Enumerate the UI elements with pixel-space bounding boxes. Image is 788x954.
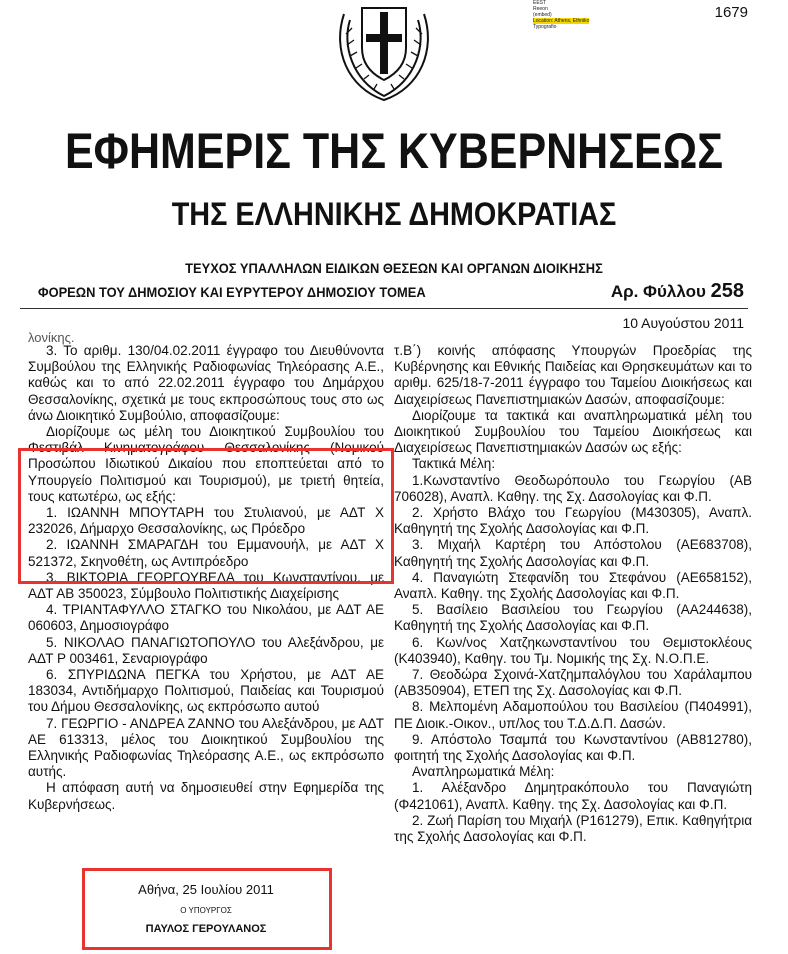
list-item: 6. Κων/νος Χατζηκωνσταντίνου του Θεμιστοκλέους (Κ403940), Καθηγ. του Τμ. Νομικής της Σχ. Ν.Ο.Π.Ε. xyxy=(394,634,752,666)
issue-line-2: ΦΟΡΕΩΝ ΤΟΥ ΔΗΜΟΣΙΟΥ ΚΑΙ ΕΥΡΥΤΕΡΟΥ ΔΗΜΟΣΙΟΥ ΤΟΜΕΑ xyxy=(38,284,426,300)
section-heading: Αναπληρωματικά Μέλη: xyxy=(412,764,555,780)
gazette-subtitle: ΤΗΣ ΕΛΛΗΝΙΚΗΣ ΔΗΜΟΚΡΑΤΙΑΣ xyxy=(171,196,617,232)
paragraph: 5. ΝΙΚΟΛΑΟ ΠΑΝΑΓΙΩΤΟΠΟΥΛΟ του Αλεξάνδρου, με ΑΔΤ Ρ 003461, Σεναριογράφο xyxy=(28,634,384,666)
stamp-line: (embed) xyxy=(533,12,552,18)
paragraph: 3. Το αριθμ. 130/04.02.2011 έγγραφο του Διευθύνοντα Συμβούλου της Ελληνικής Ραδιοφωνίας Τηλεόρασης Α.Ε., καθώς και το από 22.02.2011 έγγραφο του Δημάρχου Θεσσαλονίκης, σχετικά με τους εκπροσώπους τους στο ως άνω Διοικητικό Συμβούλιο, αποφασίζουμε: xyxy=(28,343,384,423)
greek-coat-of-arms-icon xyxy=(322,0,446,104)
right-column xyxy=(394,343,752,845)
sheet-number xyxy=(611,280,744,303)
highlight-box-appointment xyxy=(18,448,394,584)
gazette-title: ΕΦΗΜΕΡΙΣ ΤΗΣ ΚΥΒΕΡΝΗΣΕΩΣ xyxy=(64,123,724,179)
paragraph: 2. ΙΩΑΝΝΗ ΣΜΑΡΑΓΔΗ του Εμμανουήλ, με ΑΔΤ Χ 521372, Σκηνοθέτη, ως Αντιπρόεδρο xyxy=(28,537,384,569)
sheet-value: 258 xyxy=(710,280,744,302)
list-item: 5. Βασίλειο Βασιλείου του Γεωργίου (ΑΑ244638), Καθηγητή της Σχολής Δασολογίας και Φ.Π. xyxy=(394,602,752,634)
signature-place-date: Αθήνα, 25 Ιουλίου 2011 xyxy=(138,882,274,897)
issue-date: 10 Αυγούστου 2011 xyxy=(622,315,744,331)
paragraph: Διορίζουμε τα τακτικά και αναπληρωματικά μέλη του Διοικητικού Συμβουλίου του Ταμείου Διοικήσεως και Διαχειρίσεως Πανεπιστημιακών Δασών ως εξής: xyxy=(394,407,752,456)
list-item: 2. Χρήστο Βλάχο του Γεωργίου (Μ430305), Αναπλ. Καθηγητή της Σχολής Δασολογίας και Φ.Π. xyxy=(394,505,752,537)
page-number: 1679 xyxy=(714,4,748,21)
stamp-line: Typografio xyxy=(533,24,557,30)
section-heading: Τακτικά Μέλη: xyxy=(412,456,496,472)
list-item: 4. Παναγιώτη Στεφανίδη του Στεφάνου (ΑΕ658152), Αναπλ. Καθηγ. της Σχολής Δασολογίας και Φ.Π. xyxy=(394,569,752,602)
list-item: 2. Ζωή Παρίση του Μιχαήλ (Ρ161279), Επικ. Καθηγήτρια της Σχολής Δασολογίας και Φ.Π. xyxy=(394,812,752,845)
paragraph: 1. ΙΩΑΝΝΗ ΜΠΟΥΤΑΡΗ του Στυλιανού, με ΑΔΤ Χ 232026, Δήμαρχο Θεσσαλονίκης, ως Πρόεδρο xyxy=(28,505,384,537)
signature-name: ΠΑΥΛΟΣ ΓΕΡΟΥΛΑΝΟΣ xyxy=(145,923,267,935)
list-item: 1.Κωνσταντίνο Θεοδωρόπουλο του Γεωργίου (ΑΒ 706028), Αναπλ. Καθηγ. της Σχ. Δασολογίας και Φ.Π. xyxy=(394,472,752,504)
stamp-line: EEST xyxy=(533,0,547,6)
list-item: 8. Μελπομένη Αδαμοπούλου του Βασιλείου (Π404991), ΠΕ Διοικ.-Οικον., υπ/λος του Τ.Δ.Δ.Π. Δασών. xyxy=(394,699,752,731)
signature-role: Ο ΥΠΟΥΡΓΟΣ xyxy=(180,906,232,915)
paragraph: Η απόφαση αυτή να δημοσιευθεί στην Εφημερίδα της Κυβερνήσεως. xyxy=(28,780,384,812)
list-item: 3. Μιχαήλ Καρτέρη του Απόστολου (ΑΕ683708), Καθηγητή της Σχολής Δασολογίας και Φ.Π. xyxy=(394,537,752,569)
header-divider xyxy=(20,308,748,309)
paragraph: 3. ΒΙΚΤΩΡΙΑ ΓΕΩΡΓΟΥΒΕΛΑ του Κωνσταντίνου, με ΑΔΤ ΑΒ 350023, Σύμβουλο Πολιτιστικής Διαχείρισης xyxy=(28,569,384,602)
sheet-label: Αρ. Φύλλου xyxy=(610,282,706,301)
paragraph: 4. ΤΡΙΑΝΤΑΦΥΛΛΟ ΣΤΑΓΚΟ του Νικολάου, με ΑΔΤ ΑΕ 060603, Δημοσιογράφο xyxy=(28,602,384,634)
stamp-line: Location: Athens, Ethniko xyxy=(533,18,590,24)
issue-line-1: ΤΕΥΧΟΣ ΥΠΑΛΛΗΛΩΝ ΕΙΔΙΚΩΝ ΘΕΣΕΩΝ ΚΑΙ ΟΡΓΑΝΩΝ ΔΙΟΙΚΗΣΗΣ xyxy=(185,260,603,276)
stamp-line: Reeon xyxy=(533,6,548,12)
stamp xyxy=(533,0,589,30)
list-item: 9. Απόστολο Τσαμπά του Κωνσταντίνου (ΑΒ812780), φοιτητή της Σχολής Δασολογίας και Φ.Π. xyxy=(394,731,752,764)
paragraph: 7. ΓΕΩΡΓΙΟ - ΑΝΔΡΕΑ ΖΑΝΝΟ του Αλεξάνδρου, με ΑΔΤ ΑΕ 613313, μέλος του Διοικητικού Συμβουλίου της Ελληνικής Ραδιοφωνίας Τηλεόρασης Α.Ε., ως εκπρόσωπο αυτής. xyxy=(28,715,384,780)
paragraph: τ.Β΄) κοινής απόφασης Υπουργών Προεδρίας της Κυβέρνησης και Εθνικής Παιδείας και Θρησκευμάτων και το αριθμ. 625/18-7-2011 έγγραφο του Ταμείου Διοικήσεως και Διαχειρίσεως Πανεπιστημιακών Δασών, αποφασίζουμε: xyxy=(394,343,752,407)
highlight-box-signature xyxy=(82,868,332,950)
paragraph: Διορίζουμε ως μέλη του Διοικητικού Συμβουλίου του Φεστιβάλ Κινηματογράφου Θεσσαλονίκης (Νομικού Προσώπου Ιδιωτικού Δικαίου που εποπτεύεται από το Υπουργείο Πολιτισμού και Τουρισμού), με τριετή θητεία, τους κατωτέρω, ως εξής: xyxy=(28,424,384,504)
cut-text: λονίκης. xyxy=(28,330,75,345)
list-item: 1. Αλέξανδρο Δημητρακόπουλο του Παναγιώτη (Φ421061), Αναπλ. Καθηγ. της Σχ. Δασολογίας και Φ.Π. xyxy=(394,780,752,812)
paragraph: 6. ΣΠΥΡΙΔΩΝΑ ΠΕΓΚΑ του Χρήστου, με ΑΔΤ ΑΕ 183034, Αντιδήμαρχο Πολιτισμού, Παιδείας και Τουρισμού του Δήμου Θεσσαλονίκης, ως εκπρόσωπο αυτού xyxy=(28,667,384,715)
list-item: 7. Θεοδώρα Σχοινά-Χατζημπαλόγλου του Χαράλαμπου (ΑΒ350904), ΕΤΕΠ της Σχ. Δασολογίας και Φ.Π. xyxy=(394,667,752,699)
